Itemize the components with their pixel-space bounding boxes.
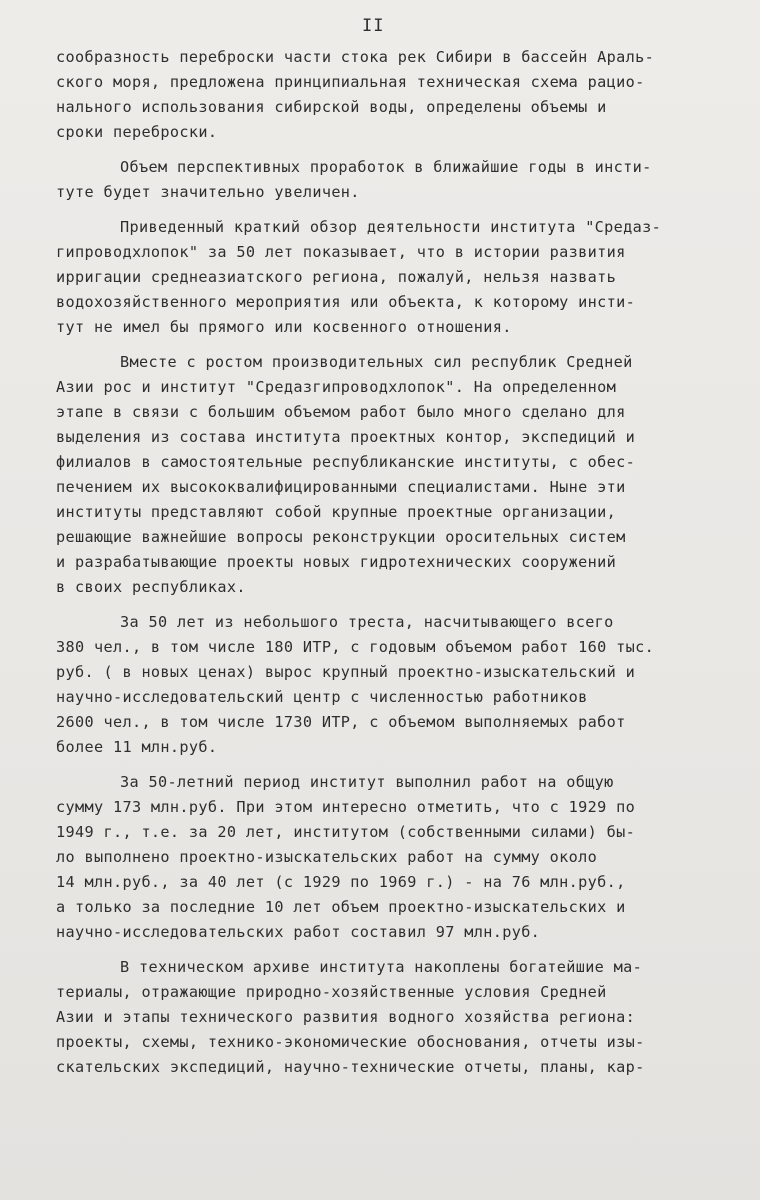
text-line: ло выполнено проектно-изыскательских работ на сумму около [56, 848, 598, 866]
text-line: научно-исследовательских работ составил 97 млн.руб. [56, 923, 541, 941]
text-line: 380 чел., в том числе 180 ИТР, с годовым объемом работ 160 тыс. [56, 638, 655, 656]
text-line: 2600 чел., в том числе 1730 ИТР, с объемом выполняемых работ [56, 713, 626, 731]
text-line: Вместе с ростом производительных сил республик Средней [120, 353, 633, 371]
text-line: За 50 лет из небольшого треста, насчитывающего всего [120, 613, 614, 631]
text-line: гипроводхлопок" за 50 лет показывает, что в истории развития [56, 243, 626, 261]
text-line: ирригации среднеазиатского региона, пожалуй, нельзя назвать [56, 268, 617, 286]
text-line: ского моря, предложена принципиальная техническая схема рацио- [56, 73, 645, 91]
text-line: Азии и этапы технического развития водного хозяйства региона: [56, 1008, 636, 1026]
text-line: 1949 г., т.е. за 20 лет, институтом (собственными силами) бы- [56, 823, 636, 841]
text-line: скательских экспедиций, научно-технические отчеты, планы, кар- [56, 1058, 645, 1076]
text-line: руб. ( в новых ценах) вырос крупный проектно-изыскательский и [56, 663, 636, 681]
text-line: в своих республиках. [56, 578, 246, 596]
paragraph-7 [56, 955, 696, 1080]
page-number: II [362, 16, 385, 36]
text-line: сообразность переброски части стока рек Сибири в бассейн Араль- [56, 48, 655, 66]
paragraph-4 [56, 350, 696, 600]
text-line: а только за последние 10 лет объем проектно-изыскательских и [56, 898, 626, 916]
paragraph-6 [56, 770, 696, 945]
text-line: научно-исследовательский центр с численностью работников [56, 688, 588, 706]
text-line: Азии рос и институт "Средазгипроводхлопок". На определенном [56, 378, 617, 396]
text-line: водохозяйственного мероприятия или объекта, к которому инсти- [56, 293, 636, 311]
text-line: туте будет значительно увеличен. [56, 183, 360, 201]
text-line: более 11 млн.руб. [56, 738, 218, 756]
text-line: тут не имел бы прямого или косвенного отношения. [56, 318, 512, 336]
text-line: сумму 173 млн.руб. При этом интересно отметить, что с 1929 по [56, 798, 636, 816]
text-line: филиалов в самостоятельные республиканские институты, с обес- [56, 453, 636, 471]
text-line: решающие важнейшие вопросы реконструкции оросительных систем [56, 528, 626, 546]
text-line: институты представляют собой крупные проектные организации, [56, 503, 617, 521]
text-line: 14 млн.руб., за 40 лет (с 1929 по 1969 г.) - на 76 млн.руб., [56, 873, 626, 891]
text-line: За 50-летний период институт выполнил работ на общую [120, 773, 614, 791]
text-line: Объем перспективных проработок в ближайшие годы в инсти- [120, 158, 652, 176]
paragraph-3 [56, 215, 696, 340]
text-line: этапе в связи с большим объемом работ было много сделано для [56, 403, 626, 421]
paragraph-2 [56, 155, 696, 205]
text-line: и разрабатывающие проекты новых гидротехнических сооружений [56, 553, 617, 571]
text-line: нального использования сибирской воды, определены объемы и [56, 98, 607, 116]
text-line: Приведенный краткий обзор деятельности института "Средаз- [120, 218, 662, 236]
text-line: териалы, отражающие природно-хозяйственные условия Средней [56, 983, 607, 1001]
text-line: В техническом архиве института накоплены богатейшие ма- [120, 958, 643, 976]
body-text [56, 45, 696, 1080]
text-line: проекты, схемы, технико-экономические обоснования, отчеты изы- [56, 1033, 645, 1051]
text-line: сроки переброски. [56, 123, 218, 141]
paragraph-5 [56, 610, 696, 760]
paragraph-1 [56, 45, 696, 145]
text-line: выделения из состава института проектных контор, экспедиций и [56, 428, 636, 446]
text-line: печением их высококвалифицированными специалистами. Ныне эти [56, 478, 626, 496]
